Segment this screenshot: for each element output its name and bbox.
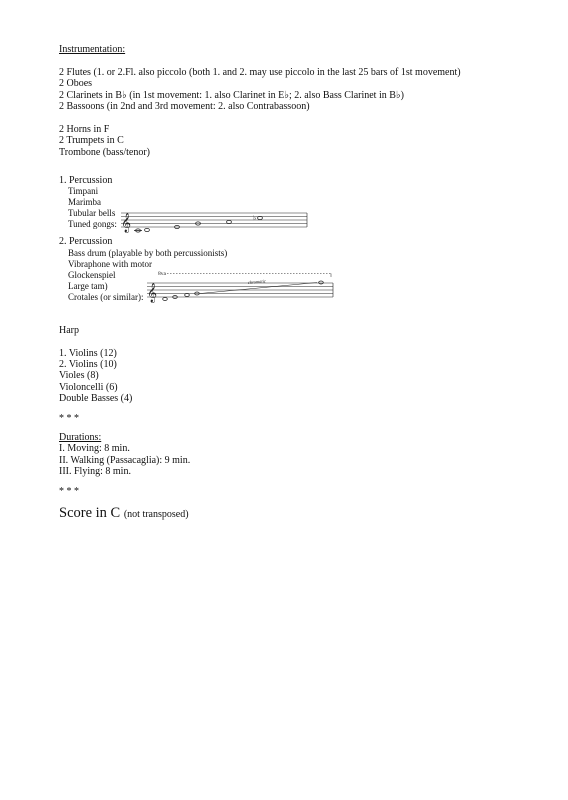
crotales-staff bbox=[145, 269, 335, 303]
strings-line: 2. Violins (10) bbox=[59, 359, 117, 371]
strings-line: Double Basses (4) bbox=[59, 393, 133, 405]
percussion-2-title: 2. Percussion bbox=[59, 236, 113, 248]
percussion-1-block bbox=[59, 175, 539, 234]
percussion-1-title: 1. Percussion bbox=[59, 175, 113, 187]
percussion-1-item: Timpani bbox=[68, 186, 99, 197]
treble-clef-icon: 𝄞 bbox=[121, 213, 132, 234]
percussion-2-item: Vibraphone with motor bbox=[68, 258, 152, 269]
instrumentation-heading: Instrumentation: bbox=[59, 44, 126, 55]
woodwind-line: 2 Flutes (1. or 2.Fl. also piccolo (both 1. and 2. may use piccolo in the last 25 bars of 1st movement) bbox=[59, 66, 461, 78]
duration-line: III. Flying: 8 min. bbox=[59, 466, 131, 478]
ottava-mark: 8va bbox=[158, 271, 166, 278]
separator: * * * bbox=[59, 412, 79, 424]
duration-line: I. Moving: 8 min. bbox=[59, 443, 130, 455]
durations-heading: Durations: bbox=[59, 432, 102, 444]
percussion-2-item: Glockenspiel bbox=[68, 269, 116, 280]
percussion-2-item: Bass drum (playable by both percussionists) bbox=[68, 247, 228, 258]
tuned-gongs-staff bbox=[119, 209, 309, 233]
strings-line: 1. Violins (12) bbox=[59, 347, 117, 359]
percussion-1-item: Marimba bbox=[68, 197, 101, 208]
harp-line: Harp bbox=[59, 324, 79, 336]
separator: * * * bbox=[59, 485, 79, 497]
percussion-2-item: Crotales (or similar): bbox=[68, 291, 144, 302]
score-heading bbox=[59, 504, 539, 524]
score-note: (not transposed) bbox=[123, 509, 189, 521]
percussion-1-item: Tuned gongs: bbox=[68, 219, 117, 230]
percussion-2-item: Large tam) bbox=[68, 280, 108, 291]
strings-line: Violoncelli (6) bbox=[59, 381, 118, 393]
woodwind-line: 2 Clarinets in B♭ (in 1st movement: 1. also Clarinet in E♭; 2. also Bass Clarinet in B♭) bbox=[59, 89, 404, 101]
percussion-1-item: Tubular bells bbox=[68, 208, 116, 219]
chromatic-label: chromatic bbox=[247, 278, 267, 286]
brass-line: 2 Horns in F bbox=[59, 123, 110, 135]
strings-line: Violes (8) bbox=[59, 370, 99, 382]
instrumentation-page bbox=[59, 44, 539, 524]
brass-line: Trombone (bass/tenor) bbox=[59, 146, 151, 158]
woodwind-line: 2 Bassoons (in 2nd and 3rd movement: 2. also Contrabassoon) bbox=[59, 101, 310, 113]
percussion-2-block bbox=[59, 236, 539, 302]
duration-line: II. Walking (Passacaglia): 9 min. bbox=[59, 454, 191, 466]
svg-text:♭: ♭ bbox=[253, 214, 257, 223]
woodwind-line: 2 Oboes bbox=[59, 78, 93, 90]
treble-clef-icon: 𝄞 bbox=[147, 283, 158, 304]
score-main: Score in C bbox=[59, 505, 121, 522]
brass-line: 2 Trumpets in C bbox=[59, 135, 124, 147]
